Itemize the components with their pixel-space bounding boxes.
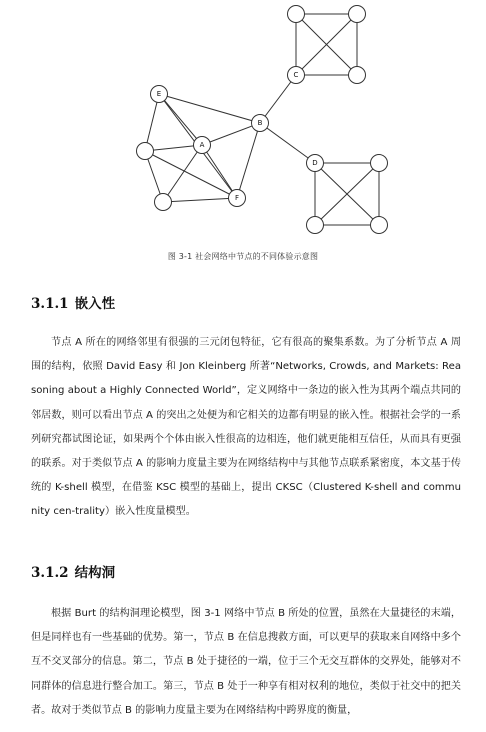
- edge-A-B: [202, 123, 260, 145]
- section-title: 结构洞: [74, 565, 116, 581]
- edge-A-G: [163, 145, 202, 202]
- node-unlabeled-left: [137, 143, 154, 160]
- node-top-right: [349, 6, 366, 23]
- node-lower-right-top: [371, 155, 388, 172]
- figure-caption: 图 3-1 社会网络中节点的不同体验示意图: [167, 252, 319, 261]
- node-label-F: F: [234, 194, 240, 202]
- node-lower-left: [307, 217, 324, 234]
- network-figure: [0, 0, 486, 250]
- node-label-B: B: [257, 119, 263, 127]
- edge-B-D: [260, 123, 315, 163]
- node-right: [349, 67, 366, 84]
- node-label-A: A: [199, 141, 205, 149]
- figure-node-labels: [157, 71, 318, 202]
- node-label-D: D: [312, 159, 318, 167]
- section-heading-3-1-2: [31, 561, 115, 581]
- node-label-E: E: [156, 90, 162, 98]
- section-number: 3.1.2: [31, 565, 69, 581]
- paragraph-structural-holes: 根据 Burt 的结构洞理论模型，图 3-1 网络中节点 B 所处的位置，虽然在大量捷径的末端，但是同样也有一些基础的优势。第一，节点 B 在信息搜救方面，可以更早的获取来自网络中多个互不交叉部分的信息。第二，节点 B 处于捷径的一端，位于三个无交互群体的交界处，能够对不同群体的信息进行整合加工。第三，节点 B 处于一种享有相对权利的地位，类似于社交中的把关者。故对于类似节点 B 的影响力度量主要为在网络结构中跨界度的衡量，: [31, 608, 461, 716]
- section-number: 3.1.1: [31, 296, 69, 312]
- edge-E-B: [159, 94, 260, 123]
- node-top-left: [288, 6, 305, 23]
- section-heading-3-1-1: [31, 292, 115, 312]
- node-lower-right: [371, 217, 388, 234]
- edge-E-A: [159, 94, 202, 145]
- node-unlabeled-bottom: [155, 194, 172, 211]
- edge-G-F: [163, 198, 237, 202]
- edge-A-F: [202, 145, 237, 198]
- section-title: 嵌入性: [74, 296, 116, 312]
- paragraph-embeddedness: 节点 A 所在的网络邻里有很强的三元闭包特征，它有很高的聚集系数。为了分析节点 A 周围的结构，依照 David Easy 和 Jon Kleinberg 所著“Networks, Crowds, and Markets: Reasoning about a Highly Connected World”，定义网络中一条边的嵌入性为其两个端点共同的邻居数，则可以看出节点 A 的突出之处便为和它相关的边都有明显的嵌入性。根据社会学的一系列研究都试图论证，如果两个个体由嵌入性很高的边相连，他们就更能相互信任，从而具有更强的联系。对于类似节点 A 的影响力度量主要为在网络结构中与其他节点联系紧密度，本文基于传统的 K-shell 模型，在借鉴 KSC 模型的基础上，提出 CKSC（Clustered K-shell and community cen-trality）嵌入性度量模型。: [31, 337, 461, 518]
- edge-F-B: [237, 123, 260, 198]
- node-label-C: C: [293, 71, 299, 79]
